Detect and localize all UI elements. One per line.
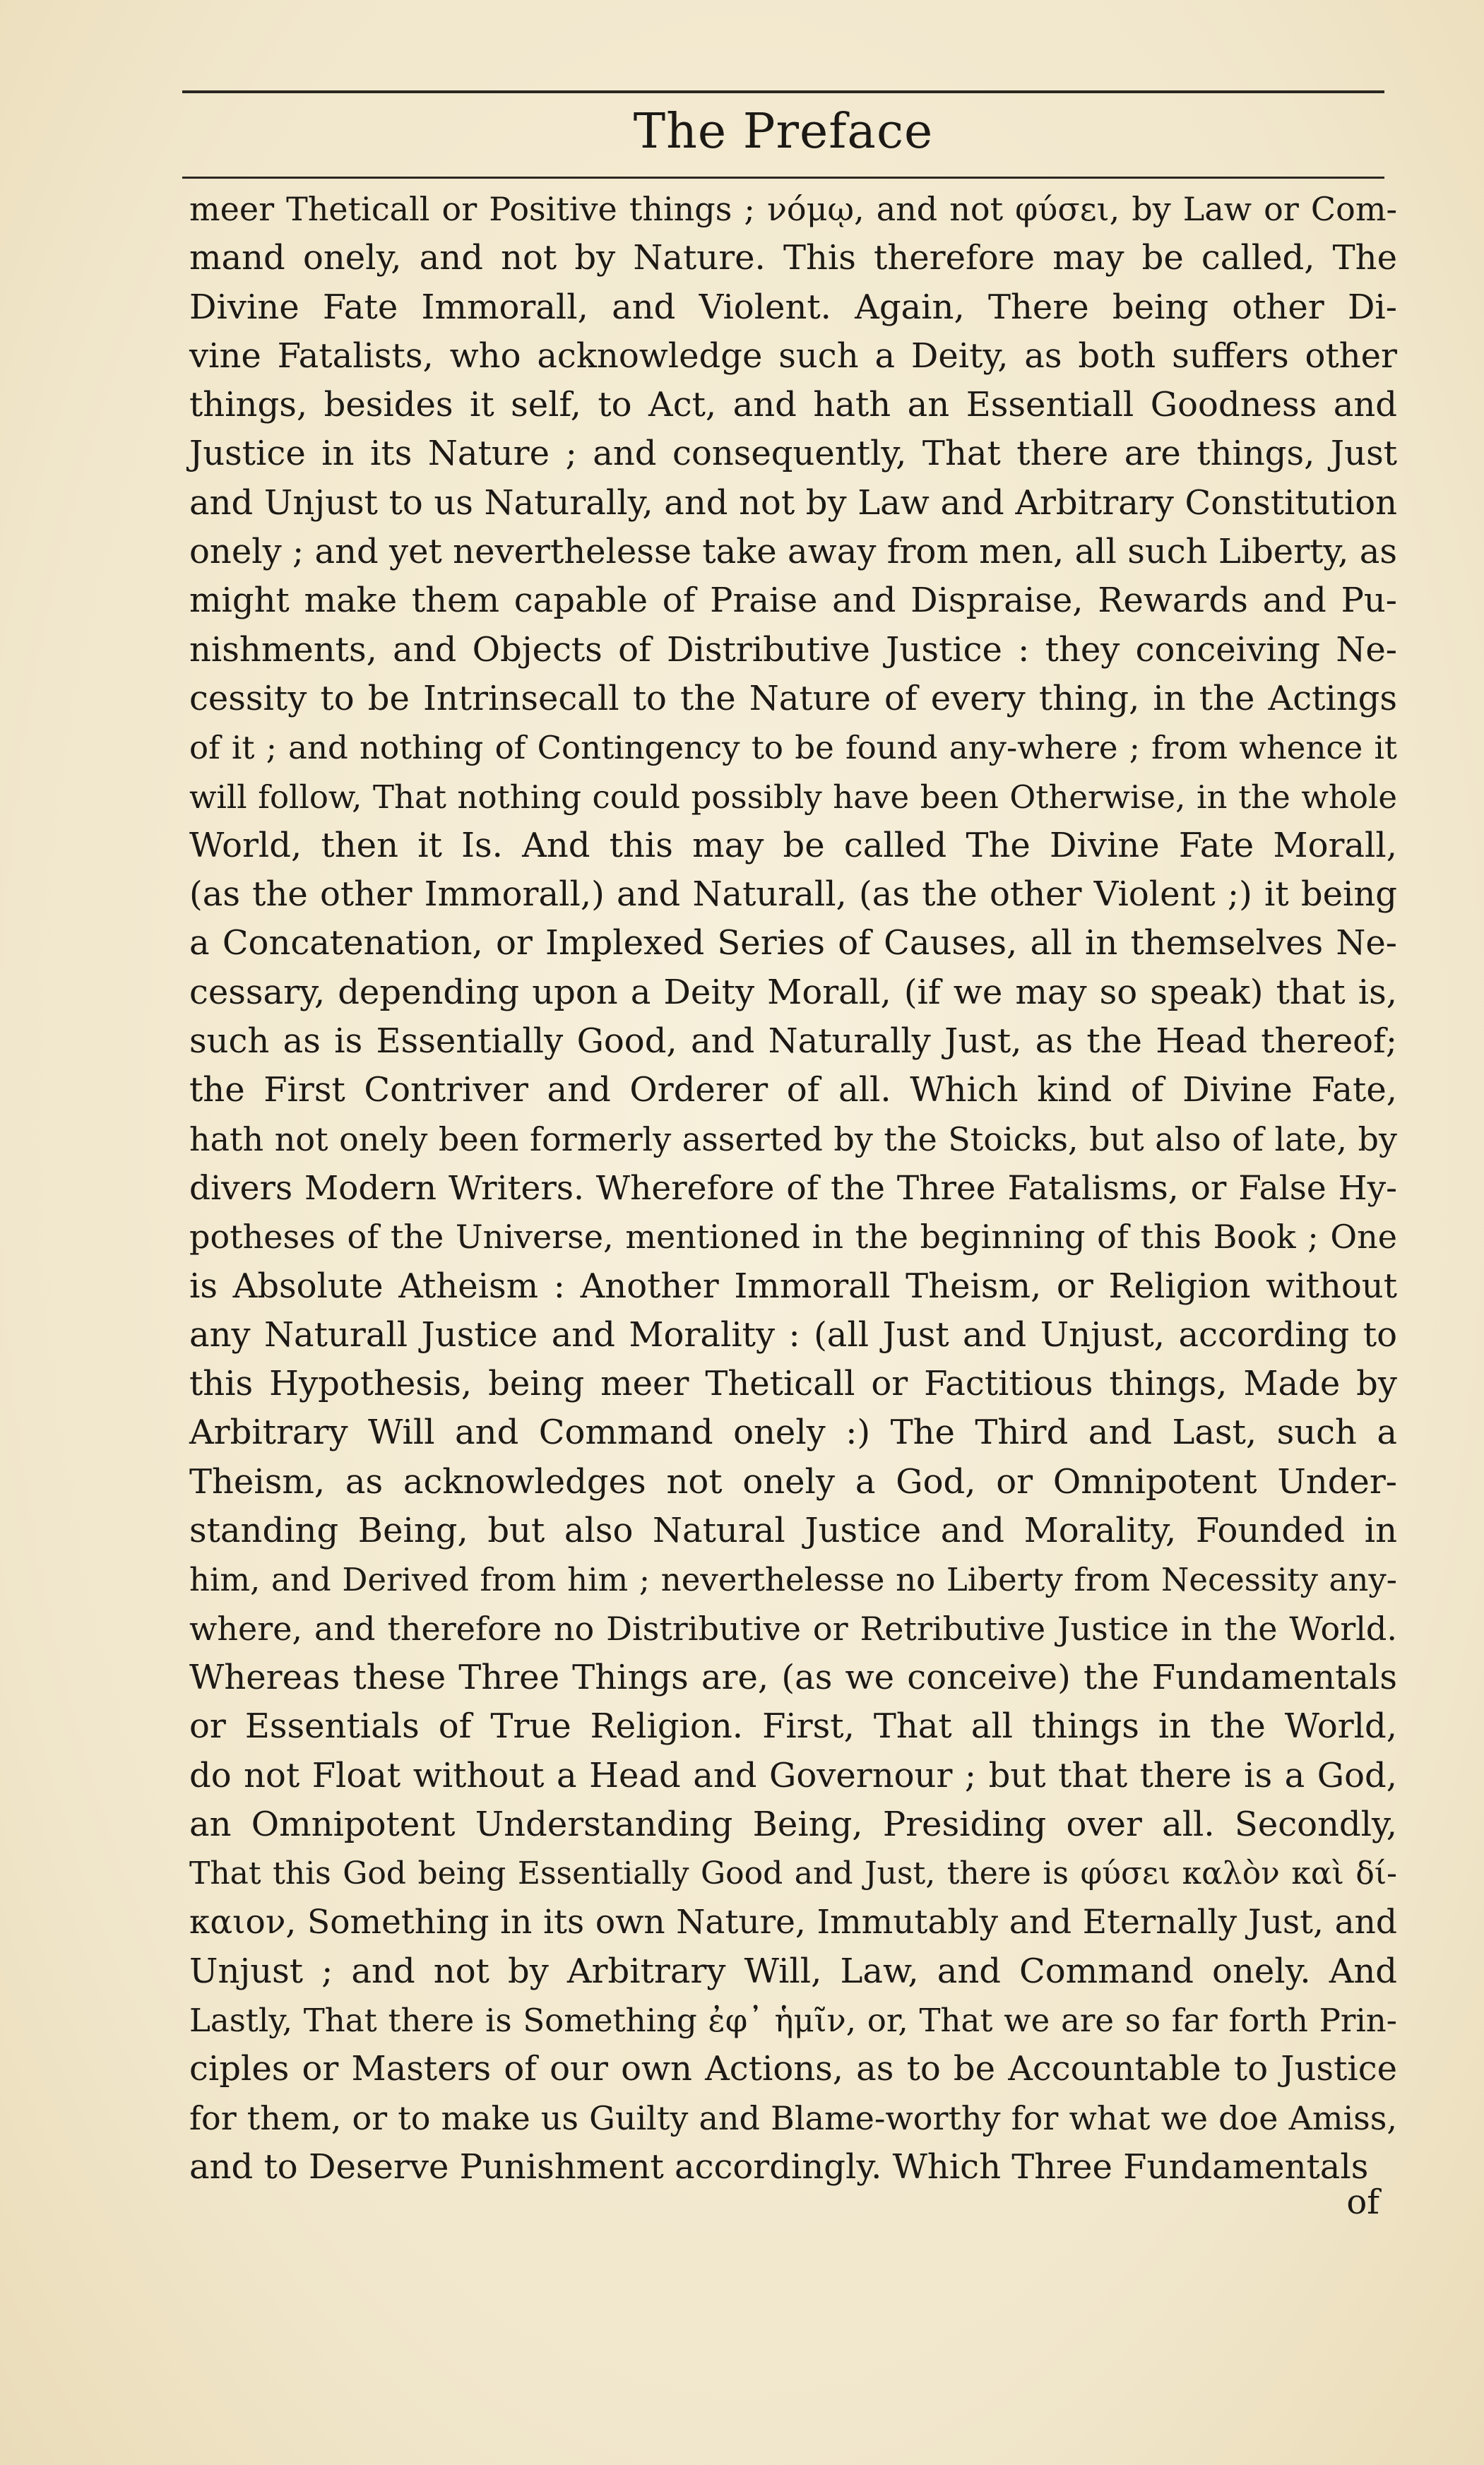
text-line: of it ; and nothing of Contingency to be found any-where ; from whence it [189, 729, 1397, 767]
text-line: ciples or Masters of our own Actions, as to be Accountable to Justice [189, 2049, 1397, 2089]
text-line: do not Float without a Head and Governour ; but that there is a God, [189, 1755, 1397, 1795]
text-line: the First Contriver and Orderer of all. Which kind of Divine Fate, [189, 1070, 1397, 1110]
text-line: hath not onely been formerly asserted by the Stoicks, but also of late, by [189, 1119, 1397, 1158]
text-line: Arbitrary Will and Command onely :) The Third and Last, such a [189, 1413, 1397, 1453]
text-line: might make them capable of Praise and Dispraise, Rewards and Pu- [189, 581, 1397, 621]
text-line: vine Fatalists, who acknowledge such a Deity, as both suffers other [189, 335, 1397, 376]
text-line: potheses of the Universe, mentioned in the beginning of this Book ; One [189, 1218, 1397, 1257]
text-line: him, and Derived from him ; neverthelesse no Liberty from Necessity any- [189, 1561, 1397, 1599]
text-line: Theism, as acknowledges not onely a God, or Omnipotent Under- [189, 1461, 1397, 1502]
text-line: That this God being Essentially Good and Just, there is φύσει καλὸν καὶ δί- [189, 1855, 1397, 1892]
text-line: will follow, That nothing could possibly have been Otherwise, in the whole [189, 778, 1397, 816]
text-line: World, then it Is. And this may be called The Divine Fate Morall, [189, 825, 1397, 865]
text-line: things, besides it self, to Act, and hath an Essentiall Goodness and [189, 385, 1397, 425]
body-text [189, 185, 1397, 2192]
text-line: where, and therefore no Distributive or Retributive Justice in the World. [189, 1609, 1397, 1648]
text-line: and Unjust to us Naturally, and not by Law and Arbitrary Constitution [189, 482, 1397, 523]
text-line: is Absolute Atheism : Another Immorall Theism, or Religion without [189, 1266, 1397, 1306]
running-head: The Preface [633, 104, 934, 160]
text-line: for them, or to make us Guilty and Blame-worthy for what we doe Amiss, [189, 2098, 1397, 2137]
text-line: onely ; and yet neverthelesse take away from men, all such Liberty, as [189, 532, 1397, 572]
text-line: or Essentials of True Religion. First, That all things in the World, [189, 1706, 1397, 1747]
text-line: nishments, and Objects of Distributive Justice : they conceiving Ne- [189, 629, 1397, 670]
text-line: καιον, Something in its own Nature, Immutably and Eternally Just, and [189, 1903, 1397, 1942]
text-line: any Naturall Justice and Morality : (all Just and Unjust, according to [189, 1314, 1397, 1355]
text-line: meer Theticall or Positive things ; νόμῳ, and not φύσει, by Law or Com- [189, 190, 1397, 228]
text-line: Unjust ; and not by Arbitrary Will, Law, and Command onely. And [189, 1951, 1397, 1991]
text-line: Justice in its Nature ; and consequently, That there are things, Just [189, 434, 1397, 474]
catchword: of [1346, 2182, 1379, 2222]
text-line: this Hypothesis, being meer Theticall or Factitious things, Made by [189, 1364, 1397, 1404]
text-line: Whereas these Three Things are, (as we conceive) the Fundamentals [189, 1657, 1397, 1697]
text-line: and to Deserve Punishment accordingly. Which Three Fundamentals [189, 2146, 1369, 2187]
text-line: such as is Essentially Good, and Naturally Just, as the Head thereof; [189, 1021, 1397, 1062]
text-line: Divine Fate Immorall, and Violent. Again, There being other Di- [189, 287, 1397, 327]
text-line: cessary, depending upon a Deity Morall, (if we may so speak) that is, [189, 972, 1397, 1012]
text-line: standing Being, but also Natural Justice and Morality, Founded in [189, 1511, 1397, 1551]
text-line: a Concatenation, or Implexed Series of Causes, all in themselves Ne- [189, 923, 1397, 963]
head-rule [182, 177, 1384, 179]
text-line: Lastly, That there is Something ἐφ᾽ ἡμῖν, or, That we are so far forth Prin- [189, 2001, 1397, 2039]
text-line: divers Modern Writers. Wherefore of the Three Fatalisms, or False Hy- [189, 1168, 1397, 1208]
text-line: (as the other Immorall,) and Naturall, (as the other Violent ;) it being [189, 874, 1397, 915]
text-line: mand onely, and not by Nature. This therefore may be called, The [189, 238, 1397, 278]
text-line: cessity to be Intrinsecall to the Nature of every thing, in the Actings [189, 678, 1397, 718]
text-line: an Omnipotent Understanding Being, Presiding over all. Secondly, [189, 1804, 1397, 1844]
